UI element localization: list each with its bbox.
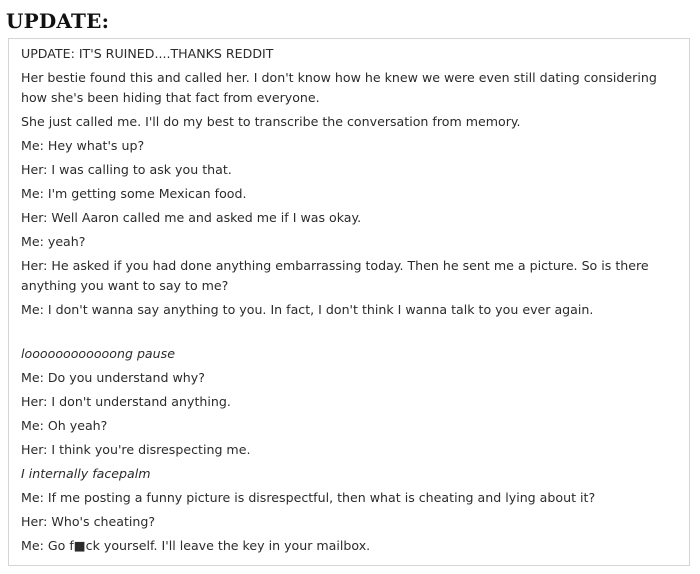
dialogue-line: Me: I don't wanna say anything to you. In fact, I don't think I wanna talk to you ever again. (21, 302, 594, 317)
dialogue-line: Me: Go f■ck yourself. I'll leave the key in your mailbox. (21, 538, 371, 553)
dialogue-line: Her: He asked if you had done anything embarrassing today. Then he sent me a picture. So is there anything you want to say to me? (21, 258, 649, 293)
post-text-box (8, 38, 690, 566)
update-title-line: UPDATE: IT'S RUINED....THANKS REDDIT (21, 46, 274, 61)
dialogue-line: Me: If me posting a funny picture is disrespectful, then what is cheating and lying about it? (21, 490, 596, 505)
dialogue-line: Me: Hey what's up? (21, 138, 145, 153)
narration-line: loooooooooooong pause (21, 346, 175, 361)
dialogue-line: Her: Who's cheating? (21, 514, 156, 529)
paragraph-line: She just called me. I'll do my best to transcribe the conversation from memory. (21, 114, 521, 129)
narration-line: I internally facepalm (21, 466, 151, 481)
paragraph-line: Her bestie found this and called her. I don't know how he knew we were even still dating considering how she's been hiding that fact from everyone. (21, 70, 657, 105)
dialogue-line: Her: Well Aaron called me and asked me if I was okay. (21, 210, 362, 225)
dialogue-line: Me: I'm getting some Mexican food. (21, 186, 247, 201)
dialogue-line: Me: yeah? (21, 234, 86, 249)
dialogue-line: Her: I don't understand anything. (21, 394, 231, 409)
page-heading: UPDATE: (6, 9, 110, 33)
dialogue-line: Her: I was calling to ask you that. (21, 162, 232, 177)
dialogue-line: Her: I think you're disrespecting me. (21, 442, 251, 457)
dialogue-line: Me: Do you understand why? (21, 370, 205, 385)
dialogue-line: Me: Oh yeah? (21, 418, 108, 433)
